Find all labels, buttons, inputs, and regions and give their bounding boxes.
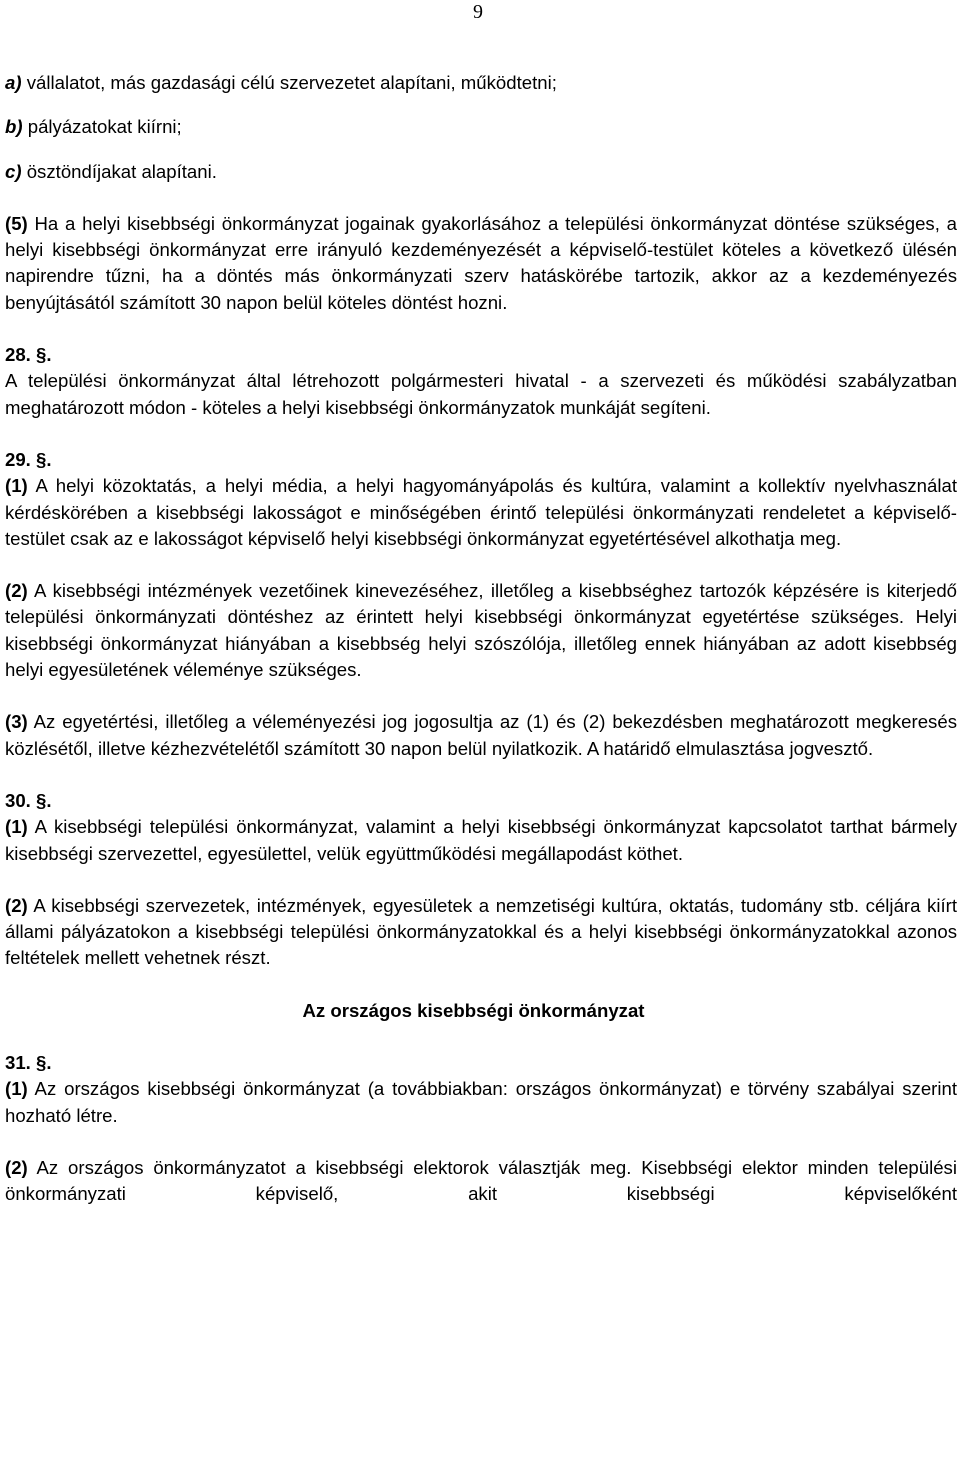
- section-28-text: A települési önkormányzat által létrehozott polgármesteri hivatal - a szervezeti és működési szabályzatban meghatározott módon - köteles a helyi kisebbségi önkormányzatok munkáját segíteni.: [5, 370, 957, 418]
- paragraph-label: (5): [5, 212, 28, 234]
- paragraph-text: A kisebbségi intézmények vezetőinek kinevezéséhez, illetőleg a kisebbséghez tartozók képzésére is kiterjedő települési önkormányzati döntéshez az érintett helyi kisebbségi önkormányzat egyetértése szükséges. Helyi kisebbségi önkormányzat hiányában a kisebbség helyi szószólója, illetőleg ennek hiányában az adott kisebbség helyi egyesületének véleménye szükséges.: [5, 580, 957, 681]
- paragraph-5: [5, 211, 957, 316]
- chapter-heading: Az országos kisebbségi önkormányzat: [302, 999, 645, 1021]
- section-30-para-1: [5, 814, 957, 867]
- item-text: vállalatot, más gazdasági célú szervezetet alapítani, működtetni;: [21, 72, 557, 93]
- paragraph-text: A kisebbségi települési önkormányzat, valamint a helyi kisebbségi önkormányzat kapcsolatot tarthat bármely kisebbségi szervezettel, egyesülettel, velük együttműködési megállapodást köthet.: [5, 816, 957, 864]
- item-text: pályázatokat kiírni;: [22, 116, 182, 138]
- paragraph-text: Ha a helyi kisebbségi önkormányzat jogainak gyakorlásához a települési önkormányzat döntése szükséges, a helyi kisebbségi önkormányzat erre irányuló kezdeményezését a képviselő-testület köteles a következő ülésén napirendre tűzni, ha a döntés más önkormányzati szerv hatáskörébe tartozik, akkor az a kezdeményezés benyújtásától számított 30 napon belül köteles döntést hozni.: [5, 212, 957, 313]
- paragraph-label: (1): [5, 1078, 28, 1100]
- item-label: c): [5, 160, 22, 182]
- section-31-number: 31. §.: [5, 1052, 52, 1074]
- item-label: a): [5, 72, 22, 93]
- paragraph-text: Az egyetértési, illetőleg a véleményezési jog jogosultja az (1) és (2) bekezdésben meghatározott megkeresés közlésétől, illetve kézhezvételétől számított 30 napon belül nyilatkozik. A határidő elmulasztása jogvesztő.: [5, 711, 957, 759]
- section-29-para-1: [5, 473, 957, 552]
- paragraph-text: Az országos önkormányzatot a kisebbségi elektorok választják meg. Kisebbségi elektor minden települési önkormányzati képviselő, akit kisebbségi képviselőként: [5, 1156, 957, 1205]
- section-28-number: 28. §.: [5, 344, 52, 366]
- page-number: 9: [473, 1, 483, 23]
- paragraph-label: (2): [5, 580, 28, 602]
- paragraph-label: (3): [5, 711, 28, 733]
- list-item-a: [5, 70, 957, 96]
- paragraph-label: (2): [5, 894, 28, 916]
- section-30-number: 30. §.: [5, 789, 52, 811]
- paragraph-text: A helyi közoktatás, a helyi média, a helyi hagyományápolás és kultúra, valamint a kollektív nyelvhasználat kérdéskörében a kisebbségi lakosságot e minőségében érintő települési önkormányzati rendeletet a képviselő-testület csak az e lakosságot képviselő helyi kisebbségi önkormányzat egyetértésével alkothatja meg.: [5, 475, 957, 549]
- paragraph-label: (1): [5, 816, 28, 838]
- paragraph-label: (2): [5, 1156, 28, 1178]
- paragraph-text: Az országos kisebbségi önkormányzat (a továbbiakban: országos önkormányzat) e törvény szabályai szerint hozható létre.: [5, 1078, 957, 1126]
- paragraph-text: A kisebbségi szervezetek, intézmények, egyesületek a nemzetiségi kultúra, oktatás, tudomány stb. céljára kiírt állami pályázatokon a kisebbségi települési önkormányzatokkal és a helyi kisebbségi önkormányzatokkal azonos feltételek mellett vehetnek részt.: [5, 894, 957, 969]
- item-label: b): [5, 116, 23, 138]
- section-31-para-1: [5, 1076, 957, 1129]
- section-29-number: 29. §.: [5, 448, 52, 470]
- section-29-para-2: [5, 578, 957, 683]
- section-31-para-2: [5, 1155, 957, 1208]
- section-30-para-2: [5, 893, 957, 972]
- paragraph-label: (1): [5, 475, 28, 497]
- list-item-b: [5, 114, 957, 140]
- item-text: ösztöndíjakat alapítani.: [21, 160, 217, 182]
- list-item-c: [5, 159, 957, 185]
- document-body: [5, 70, 957, 1208]
- section-29-para-3: [5, 709, 957, 762]
